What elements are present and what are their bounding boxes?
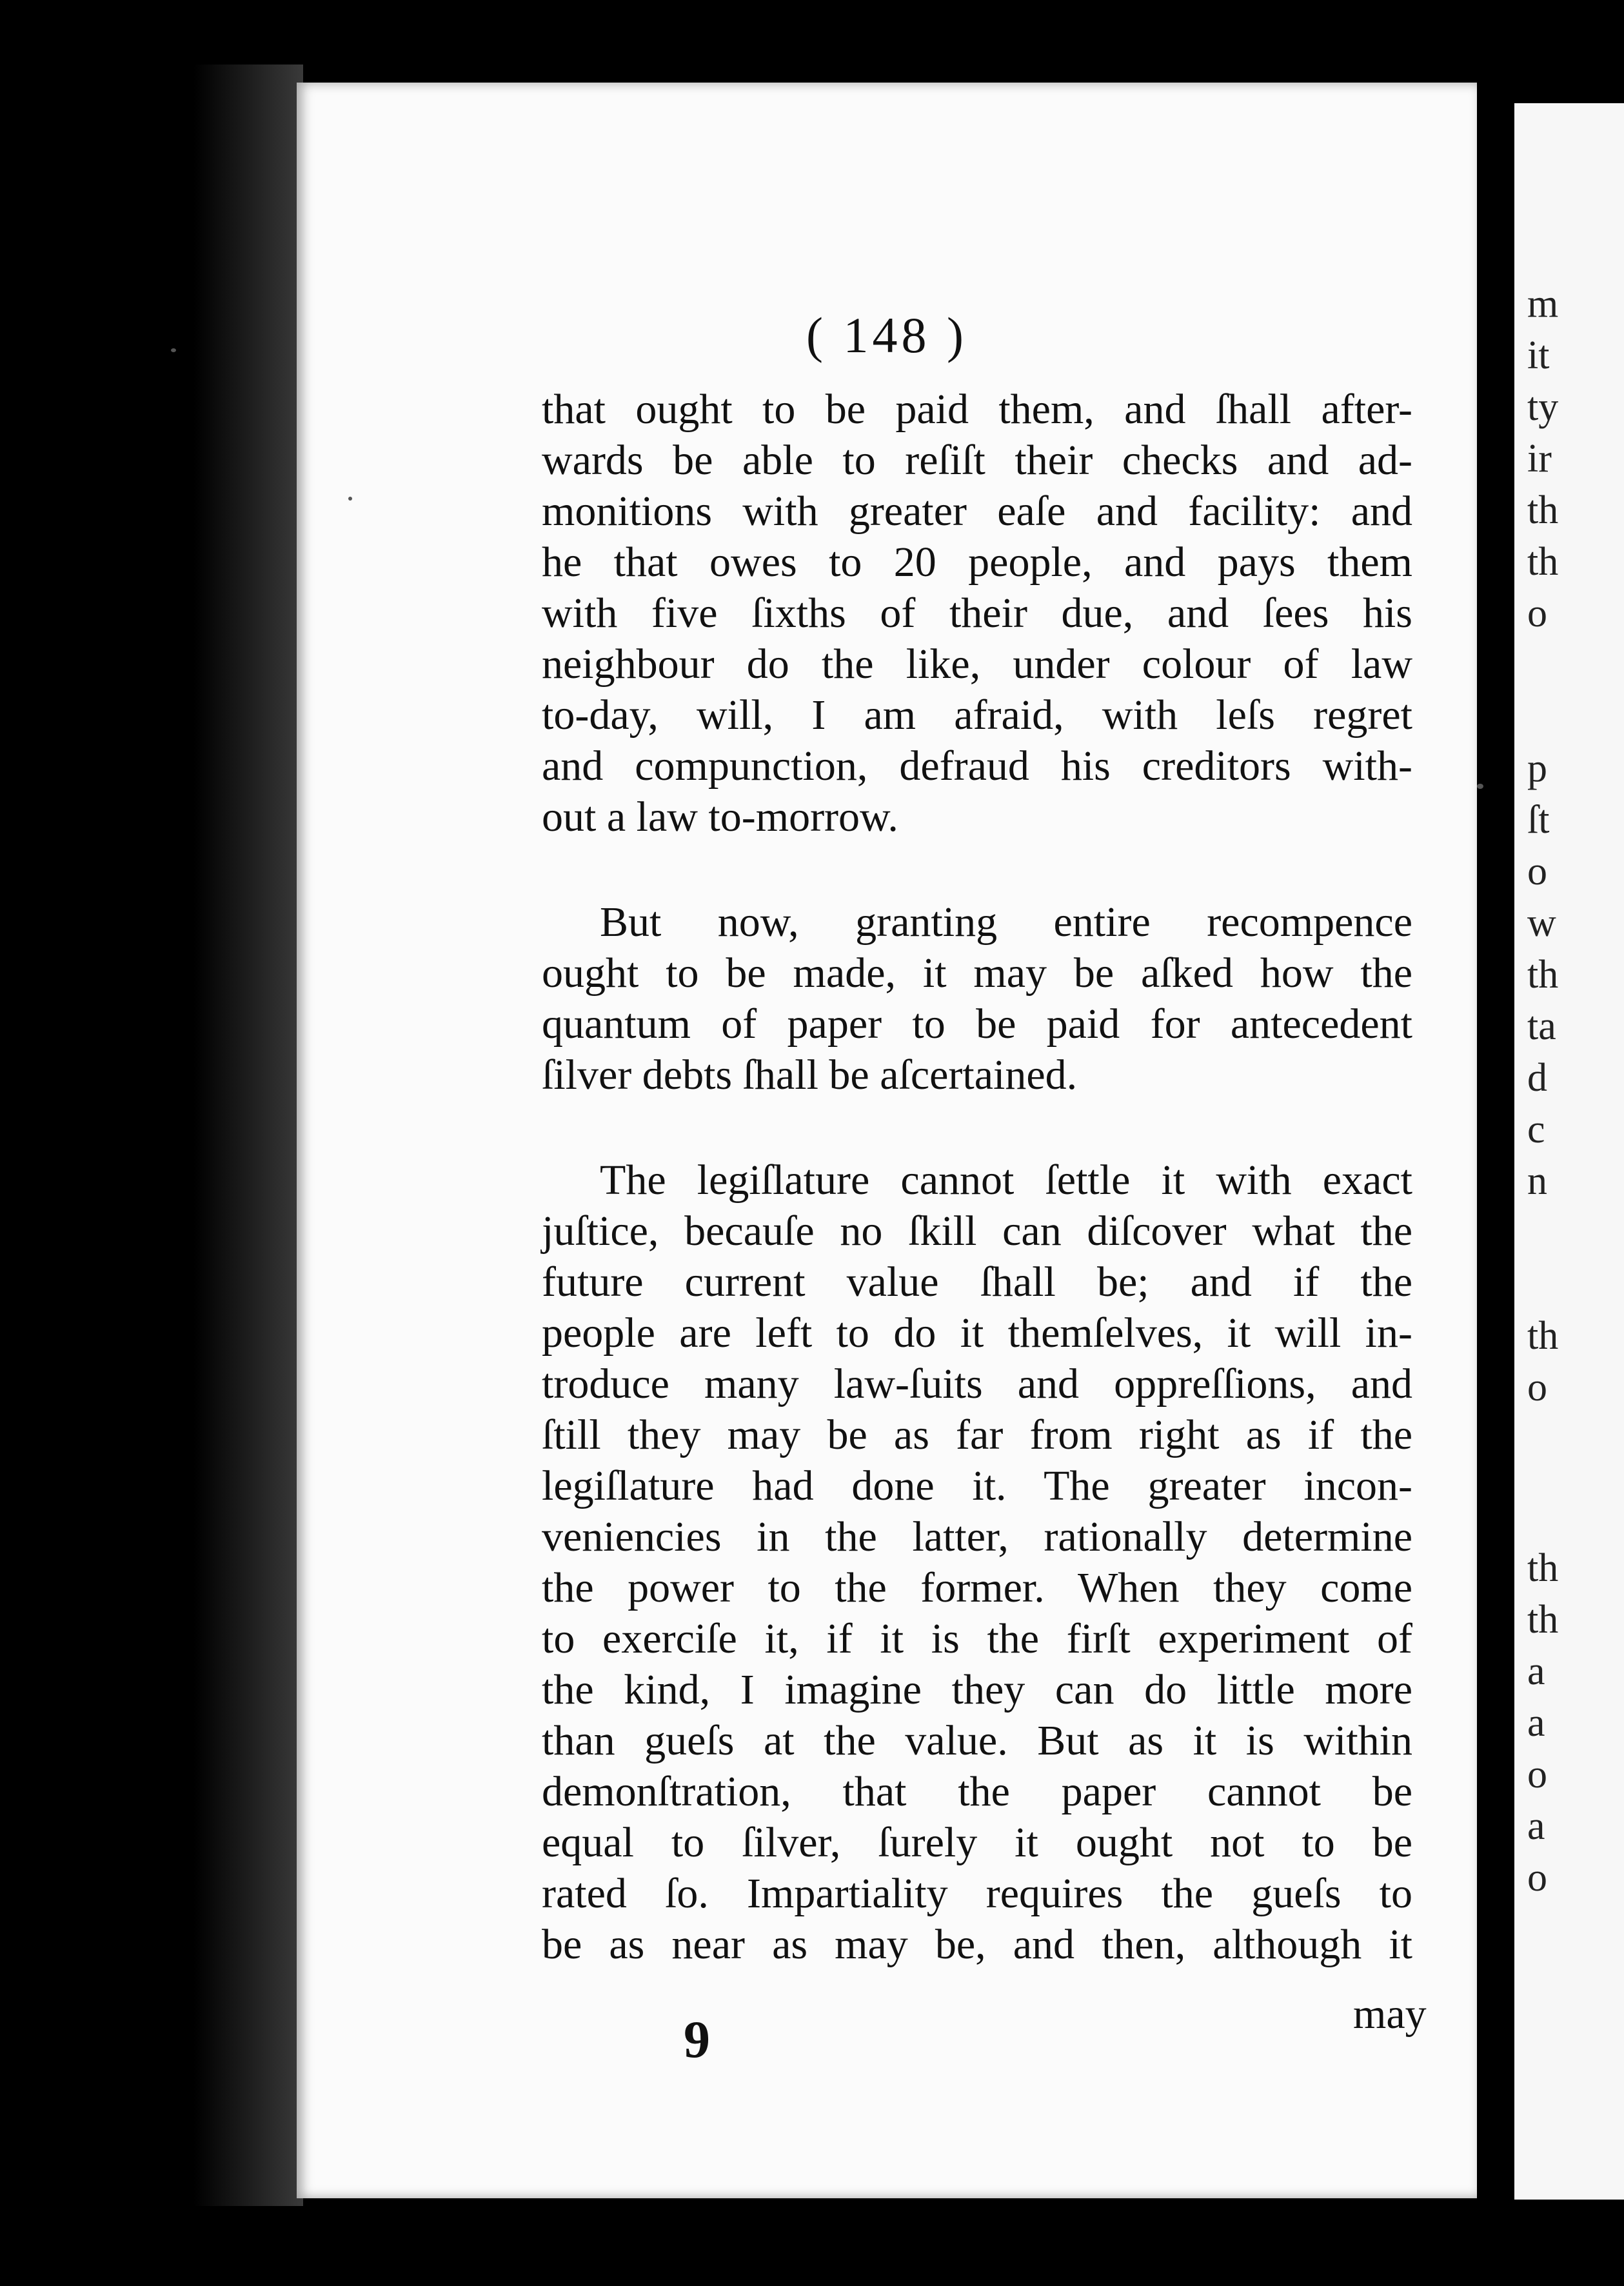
facing-page-fragment: a <box>1527 1804 1545 1848</box>
facing-page-fragment: th <box>1527 1546 1559 1590</box>
text-line: future current value ſhall be; and if the <box>542 1258 1412 1306</box>
facing-page-fragment: ſt <box>1527 798 1550 842</box>
facing-page-fragment: th <box>1527 540 1559 584</box>
facing-page-fragment: c <box>1527 1108 1545 1151</box>
facing-page-fragment: th <box>1527 488 1559 532</box>
text-line: equal to ſilver, ſurely it ought not to be <box>542 1819 1412 1866</box>
facing-page-fragment: n <box>1527 1159 1547 1203</box>
catchword: may <box>1353 1991 1427 2038</box>
text-line: quantum of paper to be paid for antecedent <box>542 1000 1412 1048</box>
text-line: neighbour do the like, under colour of law <box>542 641 1412 688</box>
body-text <box>542 384 1412 1970</box>
text-line: ſtill they may be as far from right as if the <box>542 1411 1412 1458</box>
text-line: wards be able to reſiſt their checks and ad- <box>542 437 1412 484</box>
paragraph-2 <box>542 897 1412 1100</box>
text-line: juſtice, becauſe no ſkill can diſcover what the <box>542 1208 1412 1255</box>
facing-page-fragment: it <box>1527 333 1550 377</box>
facing-page-fragment: th <box>1527 953 1559 997</box>
facing-page-fragment: ta <box>1527 1004 1556 1048</box>
facing-page-fragment: d <box>1527 1056 1547 1100</box>
text-line: The legiſlature cannot ſettle it with exact <box>600 1157 1412 1204</box>
text-line: out a law to-morrow. <box>542 793 898 840</box>
facing-page-fragment: m <box>1527 282 1559 326</box>
facing-page-fragment: o <box>1527 591 1547 635</box>
facing-page-fragment: o <box>1527 1366 1547 1409</box>
paragraph-3 <box>542 1155 1412 1970</box>
text-line: the power to the former. When they come <box>542 1564 1412 1611</box>
facing-page-fragment: o <box>1527 1856 1547 1900</box>
paragraph-1 <box>542 384 1412 842</box>
text-line: troduce many law-ſuits and oppreſſions, and <box>542 1360 1412 1407</box>
facing-page-fragment: a <box>1527 1649 1545 1693</box>
text-line: to-day, will, I am afraid, with leſs regret <box>542 691 1412 739</box>
facing-page-fragment: o <box>1527 1753 1547 1796</box>
text-line: ought to be made, it may be aſked how the <box>542 949 1412 997</box>
facing-page-fragment: w <box>1527 901 1556 945</box>
scan-speck <box>1477 784 1483 789</box>
text-line: veniencies in the latter, rationally determine <box>542 1513 1412 1560</box>
text-line: to exerciſe it, if it is the firſt experiment of <box>542 1615 1412 1662</box>
facing-page-fragment: th <box>1527 1598 1559 1642</box>
text-line: he that owes to 20 people, and pays them <box>542 539 1412 586</box>
text-line: rated ſo. Impartiality requires the gueſs to <box>542 1870 1412 1917</box>
text-line: monitions with greater eaſe and facility: and <box>542 488 1412 535</box>
text-line: legiſlature had done it. The greater incon- <box>542 1462 1412 1509</box>
facing-page-fragment: ty <box>1527 385 1559 429</box>
facing-page-fragment: a <box>1527 1701 1545 1745</box>
book-gutter-shadow <box>193 65 303 2206</box>
facing-page-fragment: o <box>1527 850 1547 893</box>
scan-speck <box>171 348 176 352</box>
scan-speck <box>348 497 352 501</box>
text-line: But now, granting entire recompence <box>600 899 1412 946</box>
text-line: demonſtration, that the paper cannot be <box>542 1768 1412 1815</box>
signature-mark: 9 <box>684 2010 710 2069</box>
facing-page <box>1514 103 1624 2200</box>
page-number-header: ( 148 ) <box>806 307 967 363</box>
text-line: the kind, I imagine they can do little more <box>542 1666 1412 1713</box>
text-line: with five ſixths of their due, and ſees his <box>542 590 1412 637</box>
text-line: and compunction, defraud his creditors with- <box>542 742 1412 790</box>
facing-page-fragment: ir <box>1527 437 1552 481</box>
text-line: ſilver debts ſhall be aſcertained. <box>542 1051 1078 1098</box>
text-line: that ought to be paid them, and ſhall after- <box>542 386 1412 433</box>
facing-page-fragment: p <box>1527 746 1547 790</box>
text-line: people are left to do it themſelves, it will in- <box>542 1309 1412 1357</box>
text-line: be as near as may be, and then, although it <box>542 1921 1412 1968</box>
text-line: than gueſs at the value. But as it is within <box>542 1717 1412 1764</box>
facing-page-fragment: th <box>1527 1314 1559 1358</box>
